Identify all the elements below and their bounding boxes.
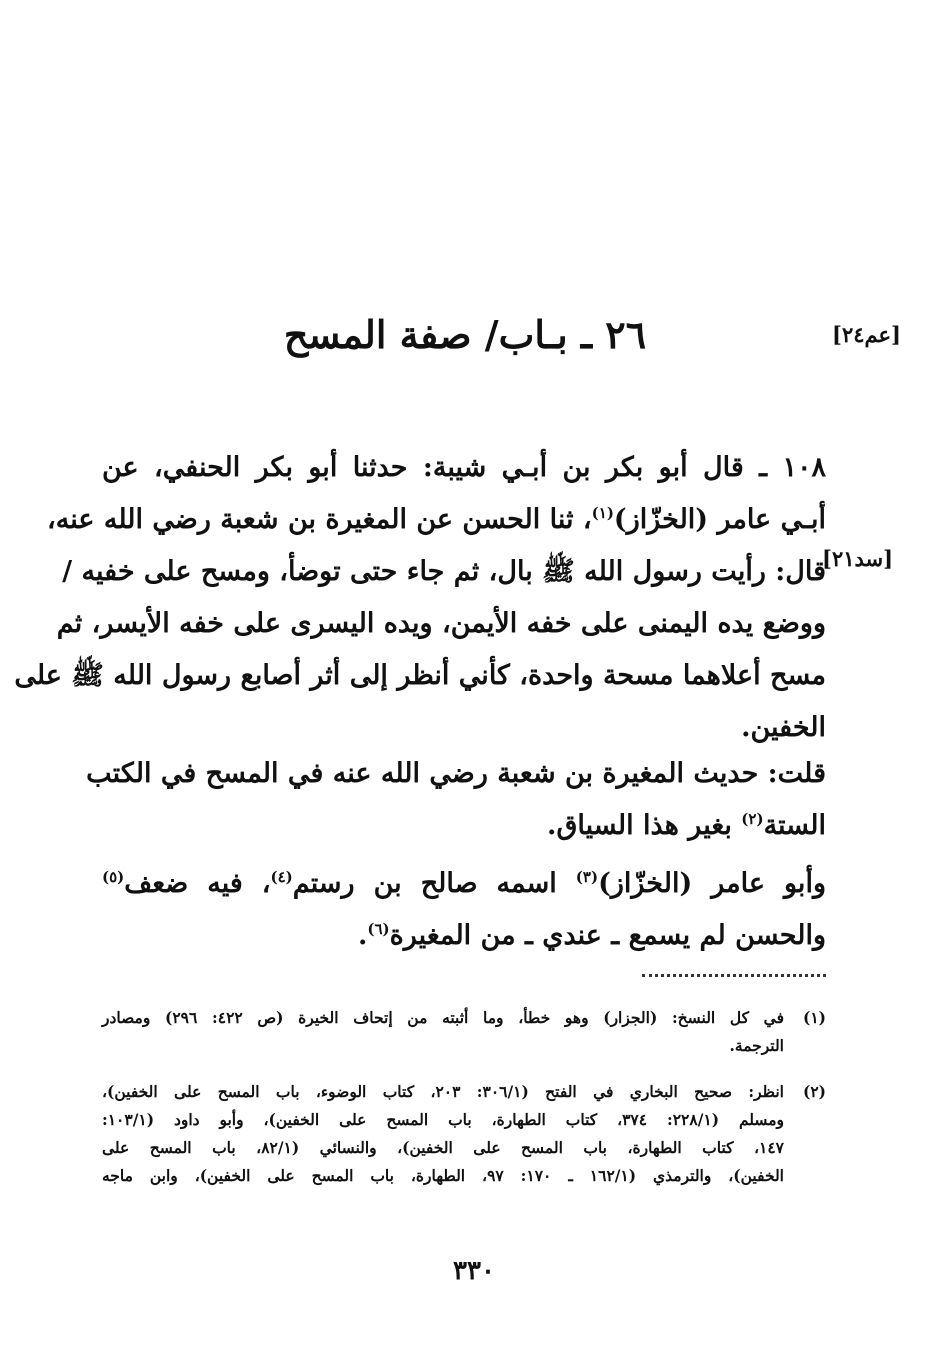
hadith-line: مسح أعلاهما مسحة واحدة، كأني أنظر إلى أثر أصابع رسول الله ﷺ على	[14, 660, 826, 691]
hadith-line: قال: رأيت رسول الله ﷺ بال، ثم جاء حتى توضأ، ومسح على خفيه /	[62, 556, 826, 587]
comment-line	[102, 800, 826, 852]
footnote-number: (٢)	[802, 1082, 826, 1101]
text-segment: .	[357, 920, 368, 951]
footnote-line: في كل النسخ: (الجزار) وهو خطأ، وما أثبته من إتحاف الخيرة (ص ٤٢٢: ٢٩٦) ومصادر	[102, 1008, 785, 1027]
hadith-line	[47, 494, 826, 546]
note-line	[102, 858, 826, 910]
footnote-line: انظر: صحيح البخاري في الفتح (٣٠٦/١: ٢٠٣، كتاب الوضوء، باب المسح على الخفين)،	[102, 1082, 784, 1101]
margin-reference-top: [عم٢٤]	[832, 322, 901, 347]
footnote-marker: (٣)	[575, 868, 599, 886]
narrator-note-paragraph	[102, 858, 826, 962]
footnotes-section	[102, 1004, 826, 1190]
text-segment: ، فيه ضعف	[124, 868, 271, 899]
hadith-line: ووضع يده اليمنى على خفه الأيمن، ويده اليسرى على خفه الأيسر، ثم	[56, 608, 826, 639]
footnote-marker: (١)	[591, 504, 614, 522]
footnote-text	[102, 1004, 784, 1060]
footnote-marker: (٢)	[741, 810, 764, 828]
text-segment: أبـي عامر (الخزّاز)	[613, 504, 826, 535]
footnote-marker: (٦)	[367, 920, 390, 938]
footnote-number: (١)	[802, 1008, 826, 1027]
hadith-paragraph	[14, 442, 826, 754]
page-number: ٣٣٠	[453, 1256, 495, 1286]
comment-line: قلت: حديث المغيرة بن شعبة رضي الله عنه في المسح في الكتب	[86, 758, 826, 789]
footnote-separator	[642, 974, 826, 977]
text-segment: والحسن لم يسمع ـ عندي ـ من المغيرة	[389, 920, 826, 951]
text-segment: ، ثنا الحسن عن المغيرة بن شعبة رضي الله عنه،	[47, 504, 592, 535]
margin-reference-side: [سد٢١]	[822, 546, 894, 571]
comment-paragraph	[86, 748, 826, 852]
text-segment: اسمه صالح بن رستم	[292, 868, 576, 899]
footnote-marker: (٥)	[102, 868, 125, 886]
footnote	[102, 1078, 826, 1190]
footnote-line: ١٤٧، كتاب الطهارة، باب المسح على الخفين)، والنسائي (٨٢/١، باب المسح على	[102, 1138, 784, 1157]
text-segment: وأبو عامر (الخزّاز)	[598, 868, 826, 899]
text-segment: بغير هذا السياق.	[547, 810, 742, 841]
footnote-line: الخفين)، والترمذي (١٦٢/١ ـ ١٧٠: ٩٧، الطهارة، باب المسح على الخفين)، وابن ماجه	[102, 1166, 784, 1185]
footnote-line: ومسلم (٢٢٨/١: ٣٧٤، كتاب الطهارة، باب المسح على الخفين)، وأبو داود (١٠٣/١:	[102, 1110, 785, 1129]
text-segment: الستة	[763, 810, 826, 841]
note-line	[102, 910, 826, 962]
footnote-line: الترجمة.	[729, 1036, 784, 1055]
footnote-text	[102, 1078, 784, 1190]
footnote	[102, 1004, 826, 1060]
hadith-line: الخفين.	[741, 712, 826, 743]
chapter-title: ٢٦ ـ بـاب/ صفة المسح	[283, 312, 647, 357]
footnote-marker: (٤)	[270, 868, 293, 886]
hadith-line: ١٠٨ ـ قال أبو بكر بن أبـي شيبة: حدثنا أبو بكر الحنفي، عن	[102, 452, 826, 483]
